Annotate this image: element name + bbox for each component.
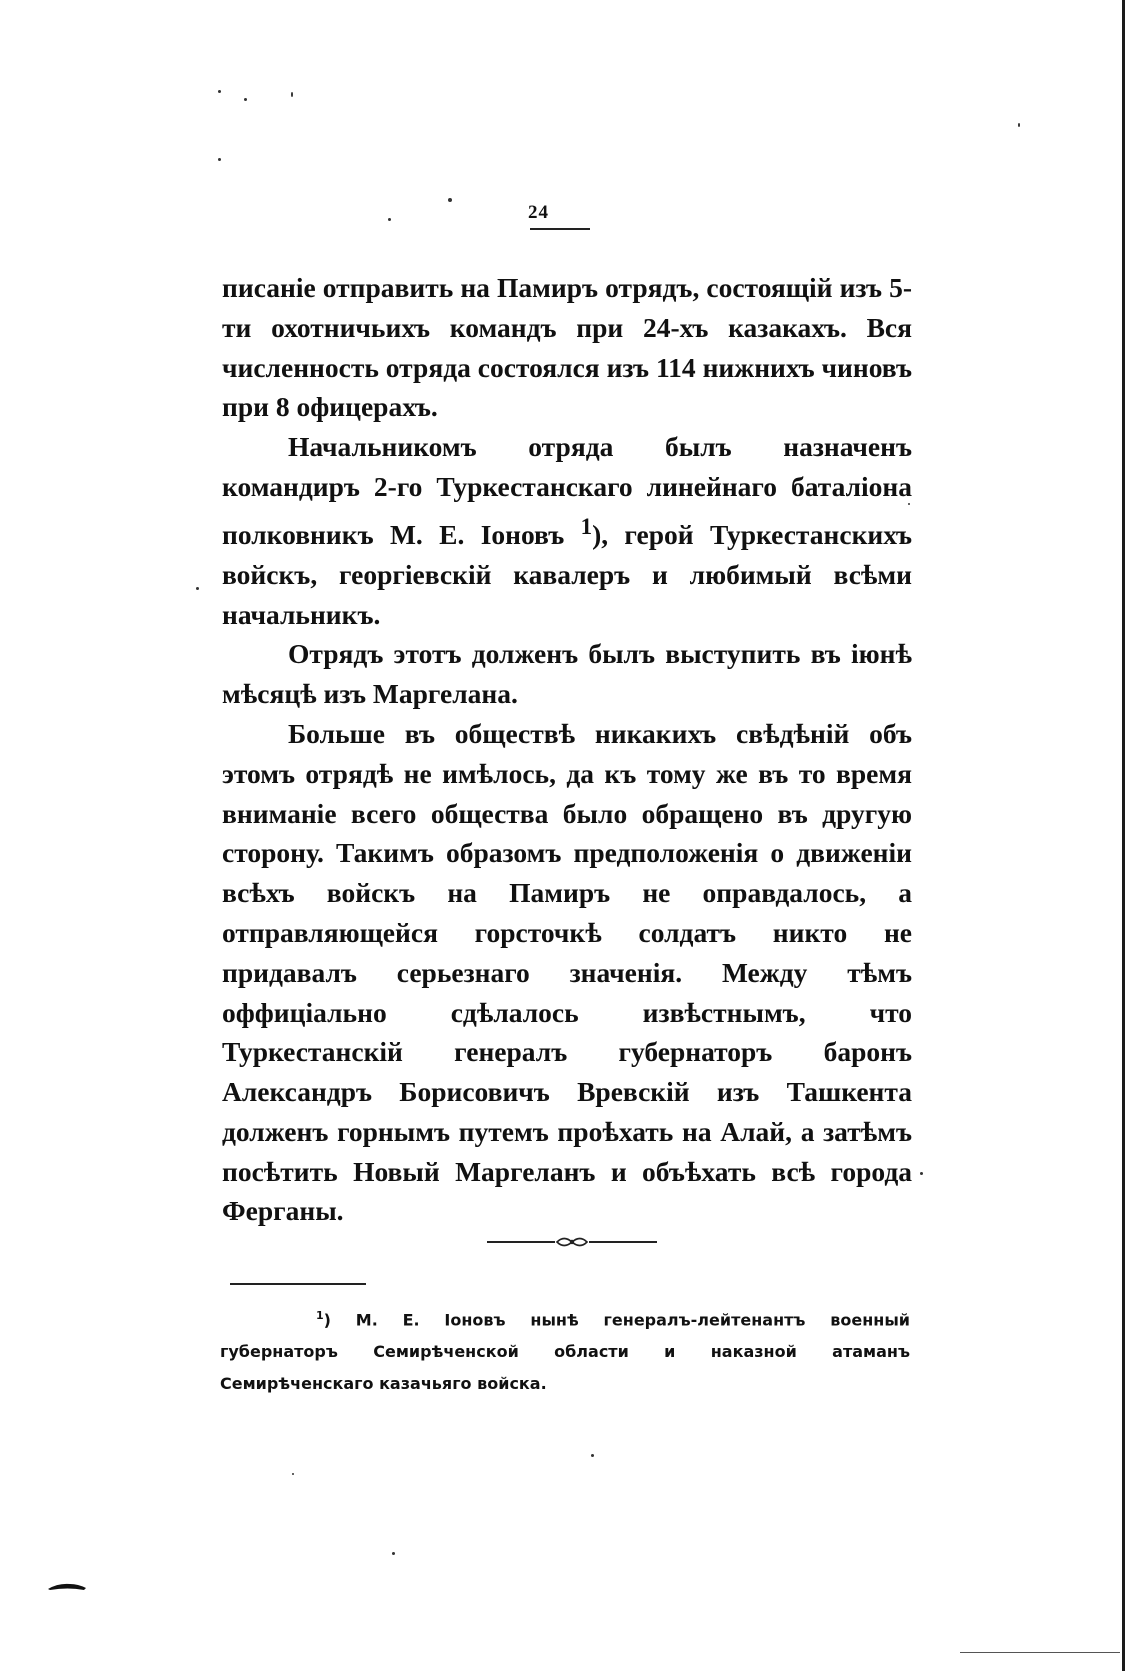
scan-speck (218, 158, 221, 161)
footnote-marker: 1 (316, 1309, 324, 1322)
paragraph-3: Отрядъ этотъ долженъ былъ выступить въ іюнѣ мѣсяцѣ изъ Маргелана. (222, 638, 912, 710)
scan-speck (920, 1172, 923, 1175)
page-number: 24 (528, 202, 549, 223)
paragraph-4: Больше въ обществѣ никакихъ свѣдѣній объ этомъ отрядѣ не имѣлось, да къ тому же въ то время вниманіе всего общества было обращено въ другую сторону. Такимъ образомъ предположенія о движеніи всѣхъ войскъ на Памиръ не оправдалось, а отправляющейся горсточкѣ солдатъ никто не придавалъ серьезнаго значенія. Между тѣмъ оффиціально сдѣлалось извѣстнымъ, что Туркестанскій генералъ губернаторъ баронъ Александръ Борисовичъ Вревскій изъ Ташкента долженъ горнымъ путемъ проѣхать на Алай, а затѣмъ посѣтить Новый Маргеланъ и объѣхать всѣ города Ферганы. (222, 717, 912, 1227)
scan-speck (908, 503, 910, 505)
paragraph-1: писаніе отправить на Памиръ отрядъ, состоящій изъ 5-ти охотничьихъ командъ при 24-хъ казакахъ. Вся численность отряда состоялся изъ 114 нижнихъ чиновъ при 8 офицерахъ. (222, 272, 912, 423)
scan-speck (292, 1473, 294, 1475)
page-corner-rule (960, 1652, 1120, 1653)
body-text (222, 268, 912, 1231)
paragraph-2-tail: ), герой Туркестанскихъ войскъ, георгіевскій кавалеръ и любимый всѣми начальникъ. (222, 518, 912, 630)
section-divider-ornament (487, 1234, 657, 1250)
page-number-underline (530, 228, 590, 230)
footnote-text: ) М. Е. Іоновъ нынѣ генералъ-лейтенантъ военный губернаторъ Семирѣченской области и наказной атаманъ Семирѣченскаго казачьяго войска. (220, 1310, 910, 1394)
scan-speck (244, 98, 247, 101)
paragraph-2-head: Начальникомъ отряда былъ назначенъ командиръ 2-го Туркестанскаго линейнаго баталіона полковникъ М. Е. Іоновъ (222, 431, 912, 550)
footnote-separator (230, 1283, 366, 1285)
footnote-reference: 1 (580, 513, 593, 539)
paragraph-2 (222, 427, 912, 634)
page-binding-edge (1122, 0, 1125, 1671)
scan-bleed-mark (48, 1582, 86, 1590)
scan-speck (1018, 123, 1020, 127)
scan-speck (591, 1454, 594, 1457)
scan-speck (388, 218, 391, 221)
scan-speck (448, 198, 452, 202)
scan-speck (218, 90, 221, 93)
footnote-line (220, 1300, 910, 1400)
footnote (220, 1300, 910, 1400)
scan-speck (291, 92, 293, 97)
scan-speck (392, 1552, 395, 1555)
scan-speck (196, 587, 199, 590)
